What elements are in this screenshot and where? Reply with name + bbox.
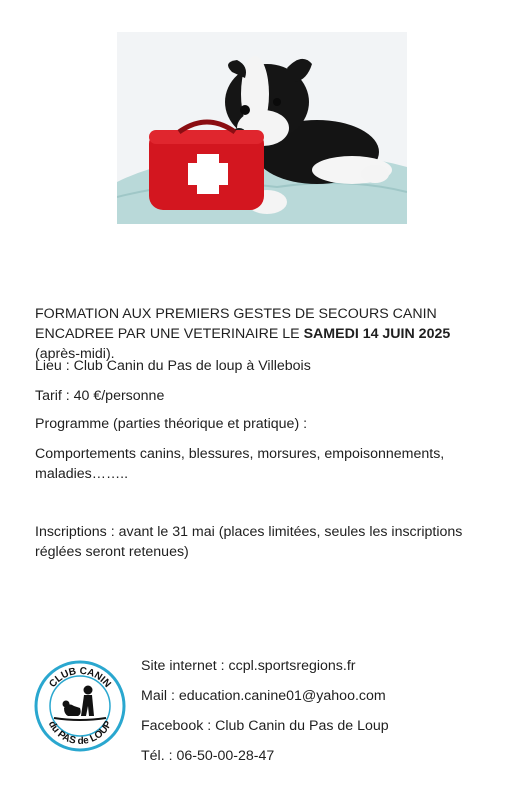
location-line: Lieu : Club Canin du Pas de loup à Villebois [35, 358, 311, 374]
course-date: SAMEDI 14 JUIN 2025 [303, 326, 451, 342]
program-line: Programme (parties théorique et pratique) : [35, 416, 308, 432]
hero-photo-dog-first-aid-kit [117, 32, 407, 224]
club-logo [34, 660, 126, 752]
facebook-link[interactable]: Facebook : Club Canin du Pas de Loup [141, 718, 389, 734]
phone-line: Tél. : 06-50-00-28-47 [141, 748, 275, 764]
logo-top-text: CLUB CANIN [47, 665, 113, 690]
website-link[interactable]: Site internet : ccpl.sportsregions.fr [141, 658, 356, 674]
logo-bottom-text: du PAS de LOUP [45, 719, 115, 748]
registration-line: Inscriptions : avant le 31 mai (places limitées, seules les inscriptions réglées seront retenues) [35, 524, 463, 560]
price-line: Tarif : 40 €/personne [35, 388, 165, 404]
email-link[interactable]: Mail : education.canine01@yahoo.com [141, 688, 386, 704]
course-title: FORMATION AUX PREMIERS GESTES DE SECOURS CANIN ENCADREE PAR UNE VETERINAIRE LE SAMEDI 14 JUIN 2025 (après-midi). [35, 306, 451, 362]
topics-line: Comportements canins, blessures, morsures, empoisonnements, maladies…….. [35, 446, 445, 482]
